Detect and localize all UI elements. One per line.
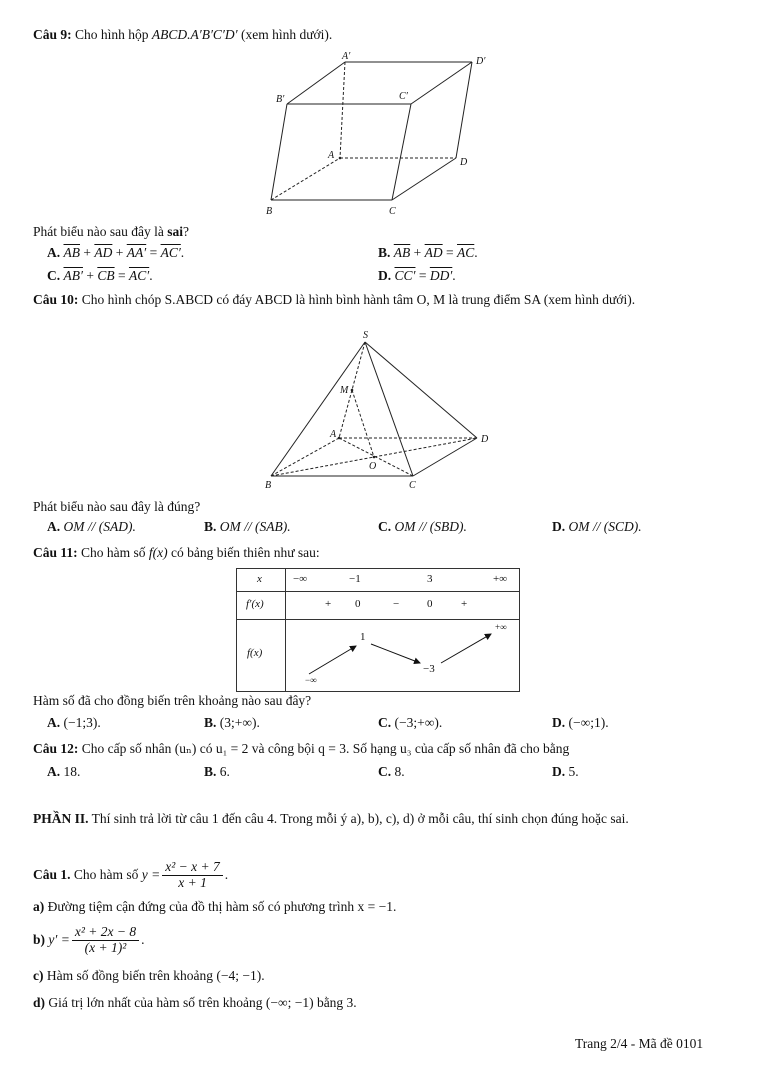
option-text: (−∞;1). (568, 715, 609, 730)
q12-option-d[interactable] (552, 764, 579, 780)
q11-text: Cho hàm số (81, 545, 146, 560)
operator: + (86, 268, 94, 283)
numerator: x² + 2x − 8 (72, 925, 139, 941)
operator: = (446, 245, 454, 260)
q10-option-a[interactable] (47, 519, 136, 535)
option-label: A. (47, 245, 61, 260)
q9-option-a[interactable]: A. $\overline{AB} + \overline{AD} + AA' = AC'$. (47, 245, 185, 260)
derivative-lhs: y′ = (48, 932, 70, 947)
vector: AA′ (126, 245, 147, 260)
option-text: (−3;+∞). (394, 715, 443, 730)
q9-prompt-end: ? (182, 224, 189, 239)
option-text: 5. (568, 764, 579, 779)
option-text: OM // (SAD). (63, 519, 136, 534)
item-text: Hàm số đồng biến trên khoảng (−4; −1). (46, 968, 265, 983)
option-text: 6. (219, 764, 230, 779)
option-label: B. (204, 715, 217, 730)
option-label: C. (378, 519, 392, 534)
label-D: D (460, 157, 468, 168)
q11-option-c[interactable] (378, 715, 442, 731)
item-text: Đường tiệm cận đứng của đồ thị hàm số có phương trình x = −1. (47, 899, 397, 914)
option-text: OM // (SBD). (394, 519, 467, 534)
q9-text-tail: (xem hình dưới). (240, 27, 333, 42)
part2-head: PHẦN II. (33, 811, 89, 826)
vt-f-label: f(x) (247, 647, 263, 659)
vt-x-label: x (257, 573, 262, 585)
q9-option-d[interactable]: D. CC′ = DD′. (378, 268, 456, 283)
p2q1-item-a[interactable] (33, 899, 396, 915)
p2q1-y: y = (141, 867, 161, 882)
operator: + (115, 245, 124, 260)
q10-prompt: Phát biểu nào sau đây là đúng? (33, 499, 201, 514)
vector: CC′ (394, 268, 416, 283)
vt-fp-zero: 0 (427, 598, 433, 610)
label-B1: B′ (276, 94, 285, 105)
option-label: D. (378, 268, 392, 283)
q9-prompt (33, 224, 189, 240)
vector: $\overline{AC}$ (457, 245, 475, 260)
vector: AC′ (128, 268, 150, 283)
vector: $\overline{AD}$ (424, 245, 443, 260)
option-label: A. (47, 519, 61, 534)
vector: DD′ (429, 268, 453, 283)
label-A: A (328, 150, 335, 161)
option-text: (3;+∞). (219, 715, 260, 730)
operator: = (117, 268, 126, 283)
vt-fp-zero: 0 (355, 598, 361, 610)
p2q1-b-fraction (72, 925, 139, 956)
label-C: C (389, 206, 396, 217)
label-A1: A′ (342, 51, 351, 62)
q9-math: ABCD.A′B′C′D′ (151, 27, 238, 42)
page-footer: Trang 2/4 - Mã đề 0101 (575, 1036, 704, 1051)
part2-text: Thí sinh trả lời từ câu 1 đến câu 4. Trong mỗi ý a), b), c), d) ở mỗi câu, thí sinh chọn đúng hoặc sai. (91, 811, 629, 826)
p2q1-fraction (162, 860, 223, 891)
q12-head: Câu 12: (33, 741, 79, 756)
option-label: D. (552, 519, 566, 534)
label-O: O (369, 461, 377, 472)
numerator: x² − x + 7 (162, 860, 223, 876)
option-text: OM // (SAB). (219, 519, 291, 534)
option-label: A. (47, 764, 61, 779)
q11-func: f(x) (148, 545, 168, 560)
variation-table (236, 568, 520, 692)
q12-option-c[interactable] (378, 764, 405, 780)
pyramid-figure (255, 328, 495, 493)
option-label: D. (552, 715, 566, 730)
operator: + (83, 245, 91, 260)
vt-fp-sign: − (393, 598, 400, 610)
q10-text: Cho hình chóp S.ABCD có đáy ABCD là hình bình hành tâm O, M là trung điểm SA (xem hình dưới). (81, 292, 636, 307)
q10-head: Câu 10: (33, 292, 79, 307)
label-M: M (340, 385, 349, 396)
q11-head: Câu 11: (33, 545, 78, 560)
vector: AC′ (160, 245, 181, 260)
item-label: b) (33, 932, 46, 947)
p2q1-text: Cho hàm số (73, 867, 139, 882)
q11-prompt: Hàm số đã cho đồng biến trên khoảng nào sau đây? (33, 693, 312, 708)
q9-head: Câu 9: (33, 27, 72, 42)
option-text: 8. (394, 764, 405, 779)
variation-arrows (237, 619, 519, 691)
q11-option-a[interactable] (47, 715, 101, 731)
item-text: Giá trị lớn nhất của hàm số trên khoảng (−∞; −1) bằng 3. (48, 995, 357, 1010)
vt-f-max: 1 (360, 631, 366, 643)
q12-text: Cho cấp số nhân (uₙ) có u₁ = 2 và công bội q = 3. Số hạng u₃ của cấp số nhân đã cho bằng (81, 741, 570, 756)
option-label: B. (378, 245, 391, 260)
vt-fp-sign: + (461, 598, 468, 610)
operator: + (413, 245, 422, 260)
option-label: B. (204, 519, 217, 534)
q10-option-d[interactable] (552, 519, 642, 535)
label-B: B (265, 480, 272, 491)
q9-stem (33, 27, 332, 43)
vt-x-val: −1 (349, 573, 361, 585)
vt-f-start: −∞ (305, 675, 317, 685)
vector: $\overline{AB}$ (393, 245, 411, 260)
q9-option-c[interactable]: C. $AB' + \overline{CB} = AC'$. (47, 268, 153, 283)
q12-option-b[interactable] (204, 764, 230, 780)
option-text: OM // (SCD). (568, 519, 642, 534)
q11-option-d[interactable] (552, 715, 609, 731)
vt-f-min: −3 (423, 663, 435, 675)
p2q1-item-c[interactable] (33, 968, 265, 984)
option-label: A. (47, 715, 61, 730)
option-label: C. (378, 715, 392, 730)
q12-stem (33, 741, 569, 757)
label-B: B (266, 206, 273, 217)
option-label: C. (378, 764, 392, 779)
item-label: d) (33, 995, 46, 1010)
q11-text-tail: có bảng biến thiên như sau: (171, 545, 320, 560)
vt-fp-label: f′(x) (246, 598, 264, 610)
part2-instructions (33, 808, 733, 829)
vt-x-val: 3 (427, 573, 433, 585)
q11-stem (33, 545, 320, 561)
option-label: D. (552, 764, 566, 779)
label-C: C (409, 480, 416, 491)
q10-option-b[interactable] (204, 519, 291, 535)
option-label: B. (204, 764, 217, 779)
q9-prompt-key: sai (167, 224, 183, 239)
q10-stem (33, 290, 733, 310)
label-D: D (481, 434, 489, 445)
option-label: C. (47, 268, 61, 283)
label-D1: D′ (476, 56, 486, 67)
option-text: (−1;3). (63, 715, 101, 730)
label-S: S (363, 330, 368, 341)
vt-f-end: +∞ (495, 622, 507, 632)
denominator: (x + 1)² (84, 939, 127, 955)
q11-option-b[interactable] (204, 715, 260, 731)
item-label: a) (33, 899, 45, 914)
vector: $\overline{AD}$ (94, 245, 113, 260)
vt-x-val: +∞ (493, 573, 508, 585)
vector: $\overline{AB}$ (63, 245, 80, 260)
vector: $\overline{CB}$ (97, 268, 115, 283)
operator: = (149, 245, 158, 260)
p2q1-stem: Câu 1. Cho hàm số y = $\frac{\text{x² − x + 7}}{x + 1}$ . (33, 858, 229, 890)
option-text: 18. (63, 764, 81, 779)
vector: AB′ (63, 268, 83, 283)
label-C1: C′ (399, 91, 408, 102)
p2q1-item-d[interactable] (33, 995, 357, 1011)
vt-fp-sign: + (325, 598, 332, 610)
q9-text: Cho hình hộp (75, 27, 149, 42)
q10-option-c[interactable] (378, 519, 467, 535)
denominator: x + 1 (178, 874, 207, 890)
q9-prompt-text: Phát biểu nào sau đây là (33, 224, 164, 239)
q12-option-a[interactable] (47, 764, 80, 780)
p2q1-item-b[interactable]: b) y′ = $\frac{\text{x² + 2x − 8}}{\text{(x + 1)²}}$ . (33, 923, 145, 955)
label-A: A (330, 429, 337, 440)
item-label: c) (33, 968, 44, 983)
p2q1-head: Câu 1. (33, 867, 71, 882)
vt-x-val: −∞ (293, 573, 308, 585)
q9-option-b[interactable]: B. $\overline{AB} + \overline{AD} = \overline{AC}$. (378, 245, 478, 260)
parallelepiped-figure (260, 48, 500, 220)
operator: = (418, 268, 427, 283)
